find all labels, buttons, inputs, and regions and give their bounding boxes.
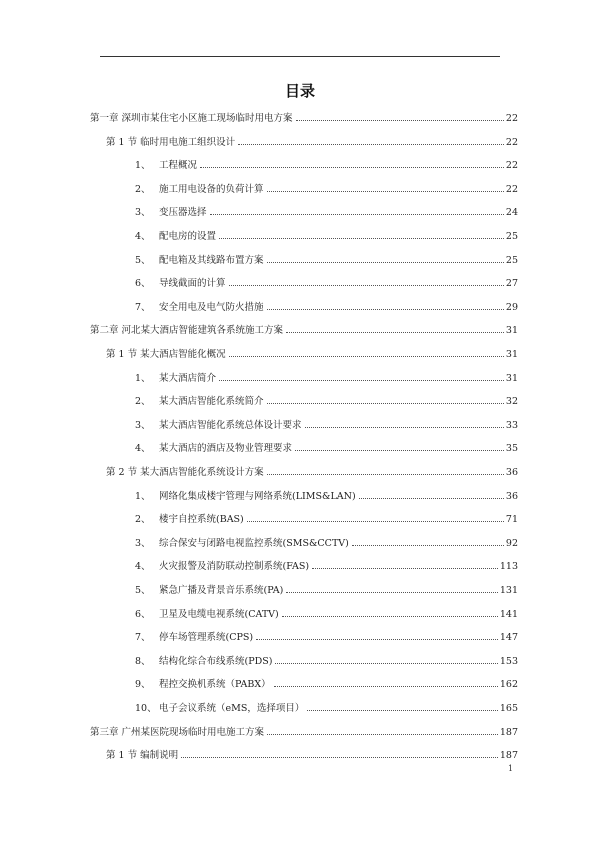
toc-entry[interactable] [106, 348, 518, 362]
toc-entry-page: 25 [505, 254, 518, 266]
toc-leader-dots [274, 686, 498, 687]
toc-leader-dots [267, 262, 504, 263]
toc-entry-number: 3、 [135, 207, 151, 219]
toc-entry-number: 5、 [135, 254, 151, 266]
toc-entry[interactable] [135, 678, 518, 692]
toc-entry[interactable] [135, 254, 518, 268]
toc-entry-number: 3、 [135, 419, 151, 431]
toc-entry-number: 2、 [135, 183, 151, 195]
toc-entry-page: 141 [499, 608, 518, 620]
toc-entry-title: 程控交换机系统（PABX） [159, 679, 271, 691]
toc-entry-page: 31 [505, 349, 518, 360]
toc-entry-title: 火灾报警及消防联动控制系统(FAS) [159, 561, 310, 573]
toc-entry-title: 配电箱及其线路布置方案 [159, 254, 264, 266]
toc-entry-title: 结构化综合布线系统(PDS) [159, 655, 273, 667]
toc-entry-title: 配电房的设置 [159, 231, 217, 242]
toc-entry-title: 施工用电设备的负荷计算 [159, 183, 264, 195]
toc-entry-page: 24 [505, 207, 518, 219]
toc-entry-number: 8、 [135, 655, 151, 667]
toc-entry-title: 某大酒店智能化系统简介 [159, 396, 264, 408]
toc-entry-page: 22 [505, 136, 518, 148]
toc-leader-dots [359, 498, 504, 499]
toc-entry[interactable] [135, 608, 518, 622]
toc-entry[interactable] [135, 395, 518, 409]
toc-entry-title: 电子会议系统（eMS，选择项目） [159, 703, 305, 714]
toc-entry-title: 第 2 节 某大酒店智能化系统设计方案 [106, 467, 264, 478]
toc-entry-page: 71 [505, 514, 518, 526]
toc-leader-dots [219, 380, 504, 381]
toc-entry-number: 7、 [135, 301, 151, 313]
toc-entry-title: 紧急广播及背景音乐系统(PA) [159, 585, 284, 596]
toc-leader-dots [312, 568, 498, 569]
toc-entry-number: 6、 [135, 608, 151, 620]
toc-entry-page: 36 [505, 490, 518, 502]
toc-entry-number: 4、 [135, 231, 151, 242]
toc-entry[interactable] [135, 702, 518, 716]
toc-leader-dots [219, 238, 504, 239]
toc-entry[interactable] [135, 631, 518, 645]
toc-entry[interactable] [106, 136, 518, 150]
toc-entry-number: 2、 [135, 514, 151, 526]
toc-leader-dots [238, 144, 504, 145]
toc-leader-dots [305, 427, 504, 428]
toc-entry[interactable] [106, 749, 518, 763]
toc-entry-page: 25 [505, 231, 518, 242]
toc-entry[interactable] [135, 560, 518, 574]
toc-leader-dots [282, 616, 498, 617]
toc-entry[interactable] [135, 372, 518, 386]
toc-entry-page: 22 [505, 160, 518, 172]
toc-entry[interactable] [90, 324, 518, 338]
toc-entry-page: 187 [499, 750, 518, 762]
toc-entry-page: 113 [499, 561, 518, 573]
toc-entry-page: 187 [499, 726, 518, 738]
toc-entry-title: 变压器选择 [159, 207, 207, 219]
toc-entry[interactable] [135, 655, 518, 669]
toc-leader-dots [181, 757, 498, 758]
toc-entry[interactable] [135, 442, 518, 456]
toc-leader-dots [267, 309, 504, 310]
toc-leader-dots [267, 191, 504, 192]
toc-entry[interactable] [106, 466, 518, 480]
toc-leader-dots [267, 403, 504, 404]
toc-leader-dots [275, 663, 497, 664]
toc-entry-title: 卫星及电缆电视系统(CATV) [159, 608, 279, 620]
toc-entry-number: 1、 [135, 160, 151, 172]
toc-entry[interactable] [135, 230, 518, 244]
toc-entry-page: 35 [505, 443, 518, 455]
toc-entry-title: 楼宇自控系统(BAS) [159, 514, 244, 526]
toc-entry-number: 10、 [135, 703, 157, 714]
toc-entry-title: 第一章 深圳市某住宅小区施工现场临时用电方案 [90, 113, 293, 124]
toc-entry-page: 22 [505, 183, 518, 195]
toc-entry-title: 第二章 河北某大酒店智能建筑各系统施工方案 [90, 325, 284, 337]
toc-entry-page: 33 [505, 419, 518, 431]
toc-entry-page: 162 [499, 679, 518, 691]
toc-entry-title: 综合保安与闭路电视监控系统(SMS&CCTV) [159, 537, 349, 549]
toc-entry-number: 1、 [135, 372, 151, 384]
toc-entry[interactable] [135, 183, 518, 197]
toc-entry-title: 安全用电及电气防火措施 [159, 301, 264, 313]
toc-entry-title: 第 1 节 某大酒店智能化概况 [106, 349, 226, 360]
toc-entry-number: 2、 [135, 396, 151, 408]
toc-leader-dots [286, 332, 504, 333]
toc-entry-title: 导线截面的计算 [159, 278, 226, 290]
toc-entry[interactable] [90, 112, 518, 126]
toc-entry-number: 4、 [135, 561, 151, 573]
toc-leader-dots [267, 734, 498, 735]
toc-entry-page: 32 [505, 396, 518, 408]
toc-leader-dots [267, 474, 504, 475]
toc-entry-page: 27 [505, 278, 518, 290]
toc-leader-dots [229, 285, 504, 286]
toc-leader-dots [286, 592, 498, 593]
toc-entry[interactable] [135, 301, 518, 315]
toc-entry-title: 第 1 节 编制说明 [106, 750, 179, 762]
toc-leader-dots [210, 214, 504, 215]
toc-entry-title: 停车场管理系统(CPS) [159, 632, 254, 644]
toc-entry-title: 工程概况 [159, 160, 198, 172]
toc-entry-number: 4、 [135, 443, 151, 455]
toc-entry-title: 某大酒店的酒店及物业管理要求 [159, 443, 293, 455]
toc-entry[interactable] [135, 277, 518, 291]
header-rule [100, 56, 500, 57]
toc-entry[interactable] [135, 419, 518, 433]
toc-entry-title: 某大酒店智能化系统总体设计要求 [159, 419, 302, 431]
toc-entry-page: 131 [499, 585, 518, 596]
toc-entry[interactable] [135, 584, 518, 598]
toc-leader-dots [296, 120, 504, 121]
toc-leader-dots [247, 521, 504, 522]
page-title: 目录 [284, 82, 315, 100]
toc-entry[interactable] [135, 159, 518, 173]
toc-leader-dots [229, 356, 504, 357]
toc-entry-number: 3、 [135, 537, 151, 549]
toc-entry-page: 29 [505, 301, 518, 313]
toc-entry[interactable] [135, 537, 518, 551]
toc-entry-number: 5、 [135, 585, 151, 596]
toc-entry-page: 165 [499, 703, 518, 714]
toc-entry-title: 第 1 节 临时用电施工组织设计 [106, 136, 236, 148]
toc-entry-number: 6、 [135, 278, 151, 290]
toc-entry-page: 31 [505, 325, 518, 337]
toc-entry-page: 22 [505, 113, 518, 124]
toc-entry-page: 36 [505, 467, 518, 478]
toc-entry-number: 9、 [135, 679, 151, 691]
toc-entry-page: 147 [499, 632, 518, 644]
toc-leader-dots [256, 639, 498, 640]
page-number: 1 [508, 764, 514, 773]
toc-entry[interactable] [135, 513, 518, 527]
toc-leader-dots [200, 167, 504, 168]
toc-entry-title: 第三章 广州某医院现场临时用电施工方案 [90, 726, 265, 738]
toc-entry[interactable] [90, 726, 518, 740]
toc-entry-page: 92 [505, 537, 518, 549]
toc-entry-number: 7、 [135, 632, 151, 644]
toc-entry-page: 153 [499, 655, 518, 667]
toc-entry[interactable] [135, 206, 518, 220]
toc-entry-page: 31 [505, 372, 518, 384]
toc-entry-title: 网络化集成楼宇管理与网络系统(LIMS&LAN) [159, 490, 356, 502]
toc-leader-dots [307, 710, 498, 711]
toc-leader-dots [352, 545, 504, 546]
toc-entry-title: 某大酒店简介 [159, 372, 217, 384]
toc-leader-dots [295, 450, 504, 451]
toc-entry[interactable] [135, 490, 518, 504]
toc-entry-number: 1、 [135, 490, 151, 502]
